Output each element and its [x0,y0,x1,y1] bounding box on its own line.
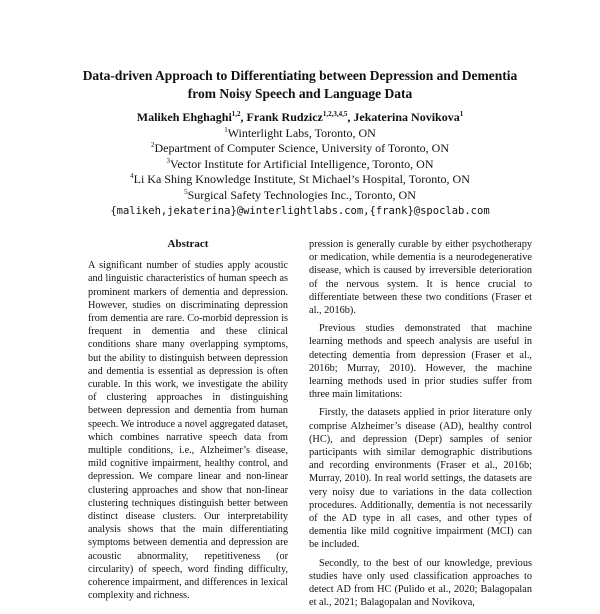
affiliation-1-sup: 1 [224,125,228,134]
author-emails: {malikeh,jekaterina}@winterlightlabs.com,{frank}@spoclab.com [110,205,490,217]
body-paragraph-2: Previous studies demonstrated that machine learning methods and speech analysis are useful in detecting dementia from depression (Fraser et al., 2016b; Murray, 2010). However, the machine learning methods used in prior studies suffer from three main limitations: [309,323,532,401]
body-paragraph-4: Secondly, to the best of our knowledge, previous studies have only used classification approaches to detect AD from HC (Pulido et al., 2020; Balagopalan et al., 2021; Balagopalan and Novikova, [309,557,532,609]
affiliation-1 [40,126,560,142]
affiliation-4-text: Li Ka Shing Knowledge Institute, St Michael’s Hospital, Toronto, ON [133,172,470,186]
title-line-2: from Noisy Speech and Language Data [187,86,413,101]
author-3-sup: 1 [459,110,464,118]
author-block [40,110,560,220]
author-sep: , [240,110,247,124]
author-2: Frank Rudzicz [246,110,323,124]
affiliation-2 [40,141,560,157]
abstract-text: A significant number of studies apply acoustic and linguistic characteristics of human speech as prominent markers of dementia and depression. However, studies on discriminating depression from dementia are rare. Co-morbid depression is frequent in dementia and these clinical conditions share many overlapping symptoms, but the ability to distinguish between depression and dementia is essential as depression is often curable. In this work, we investigate the ability of clustering approaches in distinguishing between depression and dementia from human speech. We introduce a novel aggregated dataset, which combines narrative speech data from multiple conditions, i.e., Alzheimer’s disease, mild cognitive impairment, healthy control, and depression. We compare linear and non-linear clustering approaches and show that non-linear clustering techniques distinguish better between distinct disease clusters. Our interpretability analysis shows that the main differentiating symptoms between dementia and depression are acoustic abnormality, repetitiveness (or circularity) of speech, word finding difficulty, coherence impairment, and differences in lexical complexity and richness. [88,260,288,602]
affiliation-3 [40,157,560,173]
author-1-sup: 1,2 [231,110,241,118]
author-3: Jekaterina Novikova [353,110,460,124]
body-paragraph-3: Firstly, the datasets applied in prior literature only comprise Alzheimer’s disease (AD), healthy control (HC), and depression (Depr) samples of senior participants with similar demographic distributions and recording environments (Fraser et al., 2016b; Murray, 2010). In real world settings, the datasets are very noisy due to variations in the data collection procedures. Additionally, dementia is not necessarily of the AD type in all cases, and other types of dementia like mild cognitive impairment (MCI) can be included. [309,407,532,551]
affiliation-5-text: Surgical Safety Technologies Inc., Toronto, ON [187,187,416,202]
affiliation-2-text: Department of Computer Science, University of Toronto, ON [154,141,450,155]
affiliation-3-sup: 3 [166,156,170,165]
affiliation-3-text: Vector Institute for Artificial Intelligence, Toronto, ON [169,156,434,171]
body-column [309,238,532,614]
abstract-column [88,238,288,602]
title-line-1: Data-driven Approach to Differentiating between Depression and Dementia [82,68,518,83]
affiliation-2-sup: 2 [150,141,155,149]
author-sep: , [347,110,354,124]
paper-title [40,67,560,103]
affiliation-4-sup: 4 [130,172,134,180]
body-paragraph-1: pression is generally curable by either psychotherapy or medication, while dementia is a neurodegenerative disease, which is caused by irreversible deterioration of the nervous system. It is hence crucial to differentiate between these two conditions (Fraser et al., 2016b). [309,239,532,317]
affiliation-1-text: Winterlight Labs, Toronto, ON [227,125,376,140]
author-names [40,110,560,126]
affiliation-5 [40,188,560,204]
author-2-sup: 1,2,3,4,5 [322,110,348,118]
author-1: Malikeh Ehghaghi [136,110,232,124]
abstract-heading: Abstract [167,238,209,250]
affiliation-5-sup: 5 [184,187,188,196]
affiliation-4 [40,172,560,188]
